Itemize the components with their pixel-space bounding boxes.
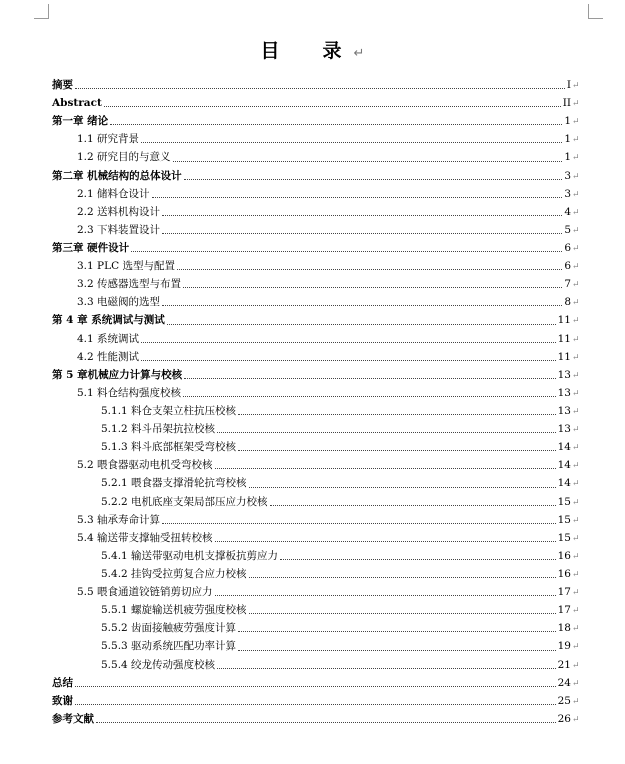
toc-entry-label: 5.5.2 齿面接触疲劳强度计算 (101, 622, 237, 635)
toc-entry[interactable] (52, 384, 580, 402)
toc-entry[interactable] (52, 456, 580, 474)
toc-entry-page: II (562, 97, 571, 110)
toc-entry[interactable] (52, 420, 580, 438)
page-corner-marker-top-left (34, 4, 49, 19)
toc-leader-dots (96, 721, 556, 723)
toc-entry-page: 5 (564, 223, 571, 236)
toc-entry-page: 21 (557, 658, 571, 671)
toc-entry-label: 1.2 研究目的与意义 (77, 151, 171, 164)
toc-leader-dots (215, 467, 556, 469)
toc-entry-page: 18 (557, 622, 571, 635)
toc-leader-dots (184, 377, 556, 379)
paragraph-mark-icon: ↵ (572, 515, 580, 526)
toc-leader-dots (280, 558, 556, 560)
toc-entry-label: Abstract (52, 97, 102, 110)
toc-leader-dots (110, 123, 562, 125)
toc-entry-label: 2.1 储料仓设计 (77, 187, 150, 200)
paragraph-mark-icon: ↵ (572, 243, 580, 254)
toc-title-text: 目 录 (260, 40, 354, 62)
paragraph-mark-icon: ↵ (353, 46, 365, 61)
toc-entry[interactable] (52, 311, 580, 329)
paragraph-mark-icon: ↵ (572, 189, 580, 200)
toc-entry-page: 15 (557, 495, 571, 508)
paragraph-mark-icon: ↵ (572, 479, 580, 490)
toc-entry-label: 致谢 (52, 694, 73, 707)
toc-entry-label: 第三章 硬件设计 (52, 241, 130, 254)
toc-leader-dots (238, 649, 556, 651)
toc-entry-label: 3.3 电磁阀的选型 (77, 296, 161, 309)
toc-leader-dots (104, 105, 561, 107)
toc-entry-label: 5.4 输送带支撑轴受扭转校核 (77, 531, 213, 544)
toc-entry[interactable] (52, 130, 580, 148)
toc-entry[interactable] (52, 710, 580, 728)
paragraph-mark-icon: ↵ (572, 225, 580, 236)
toc-leader-dots (162, 232, 562, 234)
paragraph-mark-icon: ↵ (572, 388, 580, 399)
paragraph-mark-icon: ↵ (572, 588, 580, 599)
toc-entry[interactable] (52, 203, 580, 221)
toc-entry-page: I (566, 79, 571, 91)
toc-entry[interactable] (52, 76, 580, 94)
toc-entry-label: 第二章 机械结构的总体设计 (52, 169, 182, 182)
toc-entry-page: 3 (564, 169, 571, 182)
toc-entry-page: 14 (557, 441, 571, 454)
toc-leader-dots (217, 667, 556, 669)
toc-entry[interactable] (52, 601, 580, 619)
paragraph-mark-icon: ↵ (572, 533, 580, 544)
toc-entry-page: 16 (557, 549, 571, 562)
toc-entry-label: 2.3 下料装置设计 (77, 223, 161, 236)
toc-title (0, 36, 625, 63)
paragraph-mark-icon: ↵ (572, 153, 580, 164)
toc-entry[interactable] (52, 547, 580, 565)
toc-entry[interactable] (52, 94, 580, 112)
toc-entry-page: 7 (564, 278, 571, 291)
toc-leader-dots (75, 87, 565, 89)
toc-entry[interactable] (52, 511, 580, 529)
table-of-contents (52, 76, 580, 728)
toc-leader-dots (177, 268, 562, 270)
toc-entry-label: 5.1.2 料斗吊架抗拉校核 (101, 423, 216, 436)
toc-entry-page: 3 (564, 187, 571, 200)
toc-leader-dots (238, 413, 556, 415)
toc-entry[interactable] (52, 366, 580, 384)
toc-entry-page: 13 (557, 386, 571, 399)
paragraph-mark-icon: ↵ (572, 207, 580, 218)
toc-entry-page: 16 (557, 567, 571, 580)
toc-entry[interactable] (52, 112, 580, 130)
toc-entry-label: 参考文献 (52, 712, 94, 725)
paragraph-mark-icon: ↵ (572, 425, 580, 436)
paragraph-mark-icon: ↵ (572, 316, 580, 327)
toc-entry[interactable] (52, 583, 580, 601)
toc-entry-label: 4.2 性能测试 (77, 350, 140, 363)
paragraph-mark-icon: ↵ (572, 624, 580, 635)
paragraph-mark-icon: ↵ (572, 99, 580, 110)
toc-leader-dots (141, 141, 562, 143)
toc-entry-page: 13 (557, 368, 571, 381)
toc-entry-page: 15 (557, 531, 571, 544)
toc-entry-page: 1 (564, 151, 571, 164)
toc-entry-label: 3.2 传感器选型与布置 (77, 278, 182, 291)
toc-entry-label: 5.4.1 输送带驱动电机支撑板抗剪应力 (101, 549, 279, 562)
toc-leader-dots (215, 540, 556, 542)
toc-leader-dots (215, 594, 556, 596)
paragraph-mark-icon: ↵ (572, 406, 580, 417)
toc-entry-page: 11 (557, 332, 571, 345)
toc-leader-dots (249, 486, 556, 488)
toc-entry-label: 总结 (52, 676, 73, 689)
toc-entry-label: 5.5.1 螺旋输送机疲劳强度校核 (101, 604, 247, 617)
page-corner-marker-top-right (588, 4, 603, 19)
toc-entry-page: 26 (557, 712, 571, 725)
toc-entry[interactable] (52, 221, 580, 239)
toc-entry-label: 5.1 料仓结构强度校核 (77, 386, 182, 399)
paragraph-mark-icon: ↵ (572, 461, 580, 472)
paragraph-mark-icon: ↵ (572, 171, 580, 182)
toc-leader-dots (249, 612, 556, 614)
toc-entry-label: 第一章 绪论 (52, 115, 109, 128)
toc-entry[interactable] (52, 275, 580, 293)
toc-leader-dots (183, 395, 556, 397)
paragraph-mark-icon: ↵ (572, 606, 580, 617)
toc-leader-dots (270, 504, 556, 506)
toc-leader-dots (152, 196, 563, 198)
toc-entry-label: 第 5 章机械应力计算与校核 (52, 368, 183, 381)
toc-entry-page: 8 (564, 296, 571, 309)
toc-entry-page: 14 (557, 459, 571, 472)
toc-leader-dots (141, 341, 556, 343)
toc-entry[interactable] (52, 402, 580, 420)
toc-entry[interactable] (52, 185, 580, 203)
paragraph-mark-icon: ↵ (572, 660, 580, 671)
toc-entry[interactable] (52, 565, 580, 583)
toc-entry-label: 4.1 系统调试 (77, 332, 140, 345)
toc-leader-dots (162, 304, 562, 306)
toc-entry[interactable] (52, 474, 580, 492)
toc-entry-label: 5.2 喂食器驱动电机受弯校核 (77, 459, 213, 472)
toc-entry[interactable] (52, 619, 580, 637)
toc-entry[interactable] (52, 239, 580, 257)
toc-entry-page: 15 (557, 513, 571, 526)
toc-leader-dots (217, 431, 556, 433)
toc-entry-label: 第 4 章 系统调试与测试 (52, 314, 165, 327)
toc-leader-dots (167, 323, 556, 325)
toc-entry-label: 5.5.4 绞龙传动强度校核 (101, 658, 216, 671)
toc-entry-page: 25 (557, 694, 571, 707)
paragraph-mark-icon: ↵ (572, 642, 580, 653)
toc-entry-page: 6 (564, 260, 571, 273)
paragraph-mark-icon: ↵ (572, 551, 580, 562)
paragraph-mark-icon: ↵ (572, 262, 580, 273)
toc-entry-label: 摘要 (52, 79, 73, 91)
paragraph-mark-icon: ↵ (572, 696, 580, 707)
toc-entry[interactable] (52, 438, 580, 456)
toc-entry-page: 24 (557, 676, 571, 689)
toc-leader-dots (162, 214, 562, 216)
toc-entry[interactable] (52, 692, 580, 710)
toc-leader-dots (131, 250, 562, 252)
toc-leader-dots (75, 685, 556, 687)
toc-leader-dots (238, 630, 556, 632)
toc-leader-dots (238, 449, 556, 451)
toc-entry[interactable] (52, 656, 580, 674)
toc-leader-dots (183, 286, 562, 288)
toc-entry-page: 11 (557, 350, 571, 363)
toc-entry[interactable] (52, 148, 580, 166)
paragraph-mark-icon: ↵ (572, 443, 580, 454)
paragraph-mark-icon: ↵ (572, 569, 580, 580)
toc-entry-label: 5.5.3 驱动系统匹配功率计算 (101, 640, 237, 653)
toc-entry-page: 17 (557, 604, 571, 617)
paragraph-mark-icon: ↵ (572, 135, 580, 146)
toc-entry-label: 3.1 PLC 选型与配置 (77, 260, 175, 273)
toc-entry-page: 4 (564, 205, 571, 218)
toc-leader-dots (184, 178, 563, 180)
toc-entry-label: 5.3 轴承寿命计算 (77, 513, 161, 526)
toc-entry-page: 13 (557, 404, 571, 417)
paragraph-mark-icon: ↵ (572, 117, 580, 128)
paragraph-mark-icon: ↵ (572, 298, 580, 309)
toc-entry-label: 5.5 喂食通道铰链销剪切应力 (77, 586, 213, 599)
toc-entry[interactable] (52, 529, 580, 547)
paragraph-mark-icon: ↵ (572, 280, 580, 291)
toc-entry-label: 2.2 送料机构设计 (77, 205, 161, 218)
toc-entry-page: 17 (557, 586, 571, 599)
toc-entry-page: 14 (557, 477, 571, 490)
toc-entry[interactable] (52, 257, 580, 275)
toc-entry[interactable] (52, 674, 580, 692)
toc-entry-page: 19 (557, 640, 571, 653)
paragraph-mark-icon: ↵ (572, 678, 580, 689)
paragraph-mark-icon: ↵ (572, 714, 580, 725)
toc-entry-page: 1 (564, 133, 571, 146)
toc-entry[interactable] (52, 330, 580, 348)
toc-entry-page: 6 (564, 241, 571, 254)
toc-entry[interactable] (52, 637, 580, 655)
toc-entry-label: 5.2.2 电机底座支架局部压应力校核 (101, 495, 268, 508)
toc-leader-dots (173, 160, 563, 162)
paragraph-mark-icon: ↵ (572, 497, 580, 508)
toc-leader-dots (141, 359, 556, 361)
toc-entry-label: 5.1.3 料斗底部框架受弯校核 (101, 441, 237, 454)
toc-entry-label: 5.4.2 挂钩受拉剪复合应力校核 (101, 567, 247, 580)
toc-entry-page: 1 (564, 115, 571, 128)
toc-leader-dots (162, 522, 556, 524)
toc-leader-dots (249, 576, 556, 578)
toc-entry[interactable] (52, 493, 580, 511)
toc-entry[interactable] (52, 293, 580, 311)
paragraph-mark-icon: ↵ (572, 370, 580, 381)
toc-entry-page: 13 (557, 423, 571, 436)
paragraph-mark-icon: ↵ (572, 352, 580, 363)
toc-entry-label: 5.2.1 喂食器支撑滑轮抗弯校核 (101, 477, 247, 490)
toc-entry[interactable] (52, 167, 580, 185)
toc-entry-label: 5.1.1 料仓支架立柱抗压校核 (101, 404, 237, 417)
toc-entry[interactable] (52, 348, 580, 366)
toc-entry-label: 1.1 研究背景 (77, 133, 140, 146)
toc-leader-dots (75, 703, 556, 705)
toc-entry-page: 11 (557, 314, 571, 327)
paragraph-mark-icon: ↵ (572, 334, 580, 345)
paragraph-mark-icon: ↵ (572, 81, 580, 91)
